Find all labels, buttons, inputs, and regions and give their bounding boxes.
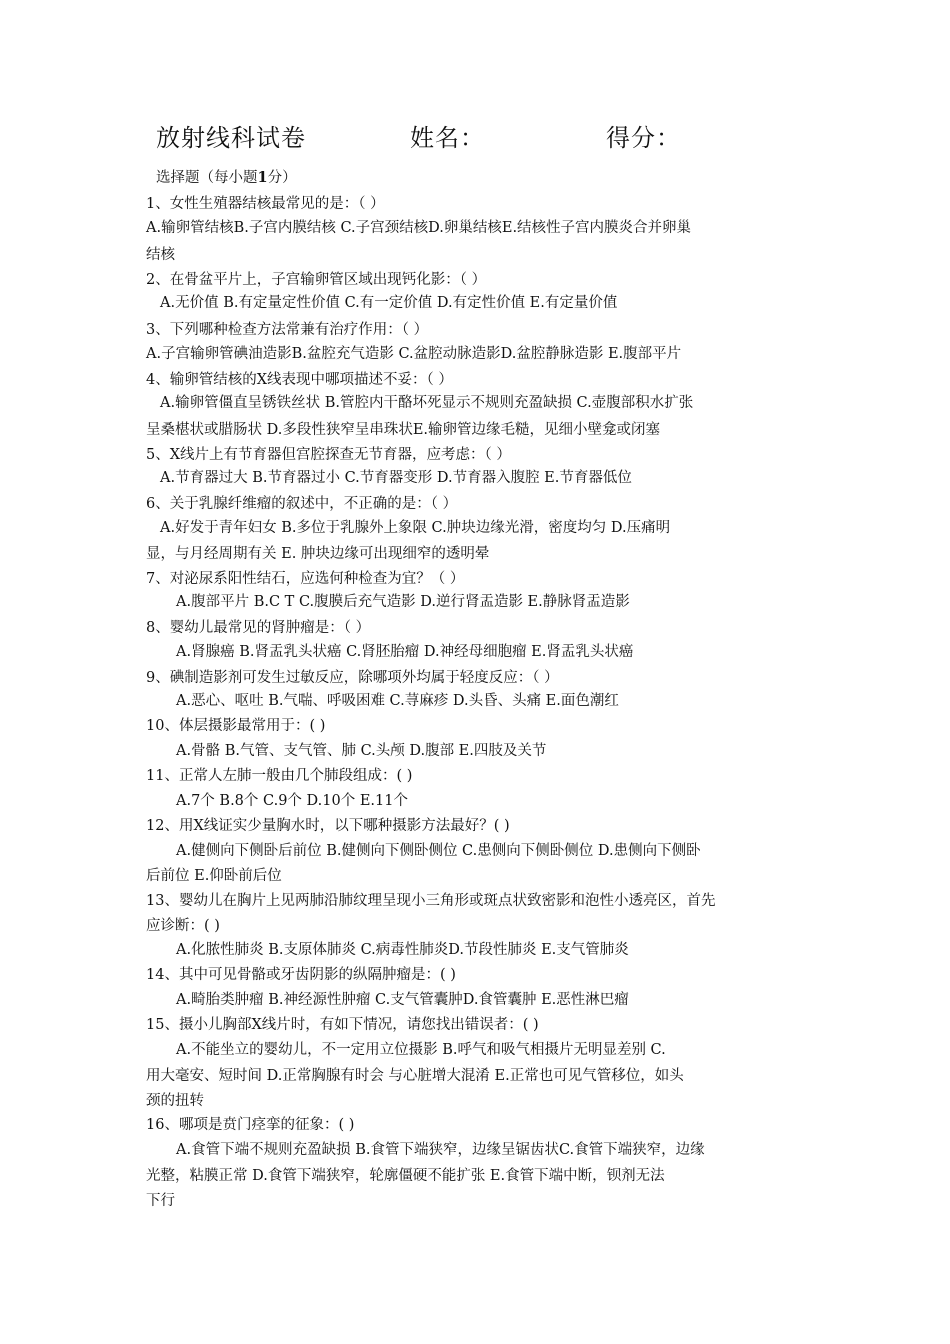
options-12: A.健侧向下侧卧后前位 B.健侧向下侧卧侧位 C.患侧向下侧卧侧位 D.患侧向下侧卧	[176, 843, 701, 859]
question-1: 1、女性生殖器结核最常见的是：（ ）	[146, 196, 385, 212]
question-11: 11、正常人左肺一般由几个肺段组成：( )	[146, 768, 413, 784]
question-7: 7、对泌尿系阳性结石，应选何种检查为宜？（ ）	[146, 571, 465, 587]
question-4: 4、输卵管结核的X线表现中哪项描述不妥：（ ）	[146, 372, 453, 388]
question-5: 5、X线片上有节育器但宫腔探查无节育器，应考虑：（ ）	[146, 447, 511, 463]
question-16: 16、哪项是贲门痉挛的征象：( )	[146, 1117, 355, 1133]
options-12-cont: 后前位 E.仰卧前后位	[146, 868, 282, 884]
options-15-cont2: 颈的扭转	[146, 1093, 204, 1109]
options-10: A.骨骼 B.气管、支气管、肺 C.头颅 D.腹部 E.四肢及关节	[176, 743, 547, 759]
options-5: A.节育器过大 B.节育器过小 C.节育器变形 D.节育器入腹腔 E.节育器低位	[160, 470, 632, 486]
options-15-cont: 用大毫安、短时间 D.正常胸腺有时会 与心脏增大混淆 E.正常也可见气管移位，如头	[146, 1068, 684, 1084]
options-4: A.输卵管僵直呈锈铁丝状 B.管腔内干酪坏死显示不规则充盈缺损 C.壶腹部积水扩张	[160, 395, 694, 411]
options-13: A.化脓性肺炎 B.支原体肺炎 C.病毒性肺炎D.节段性肺炎 E.支气管肺炎	[176, 942, 629, 958]
name-label: 姓名：	[410, 124, 485, 152]
question-9: 9、碘制造影剂可发生过敏反应，除哪项外均属于轻度反应：（ ）	[146, 670, 559, 686]
options-15: A.不能坐立的婴幼儿，不一定用立位摄影 B.呼气和吸气相摄片无明显差别 C.	[176, 1042, 666, 1058]
options-16-cont2: 下行	[146, 1193, 175, 1209]
options-1: A.输卵管结核B.子宫内膜结核 C.子宫颈结核D.卵巢结核E.结核性子宫内膜炎合并卵巢	[146, 220, 692, 236]
question-10: 10、体层摄影最常用于：( )	[146, 718, 326, 734]
options-7: A.腹部平片 B.C T C.腹膜后充气造影 D.逆行肾盂造影 E.静脉肾盂造影	[176, 594, 630, 610]
options-9: A.恶心、呕吐 B.气喘、呼吸困难 C.荨麻疹 D.头昏、头痛 E.面色潮红	[176, 693, 619, 709]
options-1-cont: 结核	[146, 247, 175, 263]
options-8: A.肾腺癌 B.肾盂乳头状癌 C.肾胚胎瘤 D.神经母细胞瘤 E.肾盂乳头状癌	[176, 644, 634, 660]
question-2: 2、在骨盆平片上，子宫输卵管区域出现钙化影：（ ）	[146, 272, 487, 288]
score-label: 得分：	[606, 124, 681, 152]
question-8: 8、婴幼儿最常见的肾肿瘤是：（ ）	[146, 620, 371, 636]
options-3: A.子宫输卵管碘油造影B.盆腔充气造影 C.盆腔动脉造影D.盆腔静脉造影 E.腹部平片	[146, 346, 682, 362]
question-15: 15、摄小儿胸部X线片时，有如下情况，请您找出错误者：( )	[146, 1017, 539, 1033]
question-14: 14、其中可见骨骼或牙齿阴影的纵隔肿瘤是：( )	[146, 967, 456, 983]
options-6-cont: 显，与月经周期有关 E. 肿块边缘可出现细窄的透明晕	[146, 546, 490, 562]
question-6: 6、关于乳腺纤维瘤的叙述中，不正确的是：（ ）	[146, 496, 458, 512]
options-14: A.畸胎类肿瘤 B.神经源性肿瘤 C.支气管囊肿D.食管囊肿 E.恶性淋巴瘤	[176, 992, 629, 1008]
options-4-cont: 呈桑椹状或腊肠状 D.多段性狭窄呈串珠状E.输卵管边缘毛糙，见细小壁龛或闭塞	[146, 422, 661, 438]
options-6: A.好发于青年妇女 B.多位于乳腺外上象限 C.肿块边缘光滑，密度均匀 D.压痛明	[160, 520, 671, 536]
options-16-cont: 光整，粘膜正常 D.食管下端狭窄，轮廓僵硬不能扩张 E.食管下端中断，钡剂无法	[146, 1168, 665, 1184]
question-13: 13、婴幼儿在胸片上见两肺沿肺纹理呈现小三角形或斑点状致密影和泡性小透亮区，首先	[146, 893, 716, 909]
section-heading: 选择题（每小题1分）	[156, 169, 297, 186]
question-13-cont: 应诊断：( )	[146, 918, 220, 934]
question-12: 12、用X线证实少量胸水时，以下哪种摄影方法最好？( )	[146, 818, 510, 834]
exam-title: 放射线科试卷	[156, 124, 306, 152]
options-16: A.食管下端不规则充盈缺损 B.食管下端狭窄，边缘呈锯齿状C.食管下端狭窄，边缘	[176, 1142, 705, 1158]
options-2: A.无价值 B.有定量定性价值 C.有一定价值 D.有定性价值 E.有定量价值	[160, 295, 618, 311]
options-11: A.7个 B.8个 C.9个 D.10个 E.11个	[176, 793, 408, 809]
question-3: 3、下列哪种检查方法常兼有治疗作用：（ ）	[146, 322, 429, 338]
